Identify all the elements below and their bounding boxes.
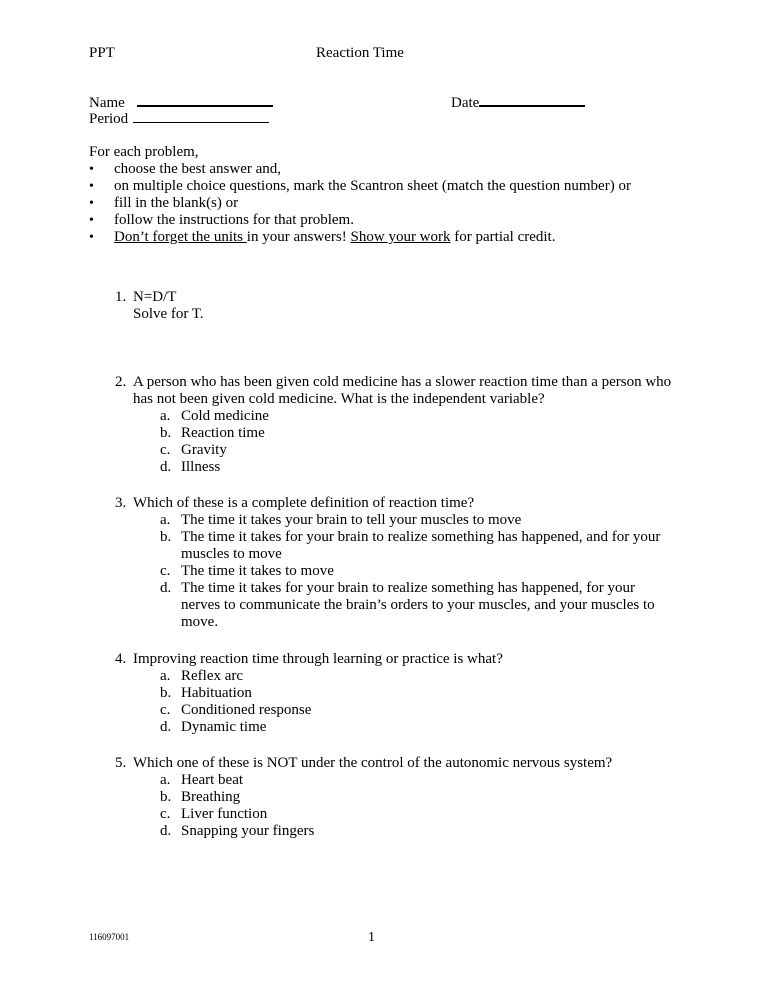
- bullet-icon: [89, 229, 94, 246]
- option-text[interactable]: The time it takes your brain to tell your muscles to move: [181, 512, 522, 528]
- option-letter: a.: [160, 512, 171, 528]
- question-number: 2.: [115, 374, 127, 390]
- option-letter: d.: [160, 459, 172, 475]
- option-text[interactable]: Gravity: [181, 442, 227, 458]
- option-text[interactable]: Heart beat: [181, 772, 244, 788]
- question-text: Which one of these is NOT under the control of the autonomic nervous system?: [133, 755, 613, 771]
- option-text-continued[interactable]: nerves to communicate the brain’s orders to your muscles, and your muscles to: [181, 597, 655, 613]
- date-field[interactable]: [451, 91, 585, 112]
- bullet-icon: [89, 195, 94, 212]
- document-code: 116097001: [89, 932, 130, 942]
- option-text[interactable]: Dynamic time: [181, 719, 267, 735]
- option-text[interactable]: Reflex arc: [181, 668, 244, 684]
- option-text[interactable]: Conditioned response: [181, 702, 312, 718]
- option-text[interactable]: Cold medicine: [181, 408, 269, 424]
- worksheet-page: PPT Reaction Time Name Date Period For each problem, • choose the best answer and, • on multiple choice questions, mark the Scantron sheet (match the question number) or • fill in the blank(s) or • follow the instructions for that problem. • Don’t forget the units in your answers! Show your work for partial credit. 1. N=D/T Solve for T. 2. A person who has been given cold medicine has a slower reaction time than a person who has not been given cold medicine. What is the independent variable? a. Cold medicine b. Reaction time c. Gravity d. Illness 3. Which of these is a complete definition of reaction time? a. The time it takes your brain to tell your muscles to move b. The time it takes for your brain to realize something has happened, and for your muscles to move c. The time it takes to move d. The time it takes for your brain to realize something has happened, for your nerves to communicate the brain’s orders to your muscles, and your muscles to move. 4. Improving reaction time through learning or practice is what? a. Reflex arc b. Habituation c. Conditioned response d. Dynamic time 5. Which one of these is NOT under the control of the autonomic nervous system? a. Heart beat b. Breathing c. Liver function d. Snapping your fingers 116097001 1: [0, 0, 768, 994]
- option-letter: b.: [160, 425, 172, 441]
- option-text[interactable]: Illness: [181, 459, 221, 475]
- option-letter: d.: [160, 823, 172, 839]
- option-letter: c.: [160, 563, 171, 579]
- question-text: has not been given cold medicine. What is the independent variable?: [133, 391, 545, 407]
- option-letter: a.: [160, 408, 171, 424]
- option-letter: b.: [160, 789, 172, 805]
- option-letter: b.: [160, 685, 172, 701]
- name-blank[interactable]: [137, 91, 273, 107]
- question-text: Solve for T.: [133, 306, 204, 322]
- bullet-icon: [89, 161, 94, 178]
- period-blank[interactable]: [133, 108, 269, 123]
- period-label: Period: [89, 111, 129, 127]
- name-label: Name: [89, 95, 125, 111]
- option-letter: c.: [160, 702, 171, 718]
- page-title: Reaction Time: [316, 45, 404, 61]
- question-text: A person who has been given cold medicine has a slower reaction time than a person who: [133, 374, 672, 390]
- period-field[interactable]: [89, 108, 269, 128]
- bullet-icon: [89, 212, 94, 229]
- question-text: Improving reaction time through learning or practice is what?: [133, 651, 503, 667]
- option-text[interactable]: The time it takes to move: [181, 563, 334, 579]
- option-letter: d.: [160, 580, 172, 596]
- bullet-icon: [89, 178, 94, 195]
- units-reminder: Don’t forget the units: [114, 229, 247, 245]
- option-letter: d.: [160, 719, 172, 735]
- page-number: 1: [368, 930, 375, 945]
- option-text[interactable]: The time it takes for your brain to realize something has happened, for your: [181, 580, 636, 596]
- option-letter: a.: [160, 668, 171, 684]
- option-letter: c.: [160, 442, 171, 458]
- date-blank[interactable]: [479, 91, 585, 107]
- option-letter: a.: [160, 772, 171, 788]
- question-number: 4.: [115, 651, 127, 667]
- option-text[interactable]: Liver function: [181, 806, 268, 822]
- option-text[interactable]: Breathing: [181, 789, 241, 805]
- option-text[interactable]: Reaction time: [181, 425, 265, 441]
- option-letter: c.: [160, 806, 171, 822]
- question-number: 1.: [115, 289, 127, 305]
- date-label: Date: [451, 95, 480, 111]
- option-text[interactable]: Snapping your fingers: [181, 823, 315, 839]
- option-text[interactable]: Habituation: [181, 685, 252, 701]
- question-text: Which of these is a complete definition of reaction time?: [133, 495, 475, 511]
- option-letter: b.: [160, 529, 172, 545]
- course-label: PPT: [89, 45, 115, 61]
- question-number: 3.: [115, 495, 127, 511]
- option-text-continued[interactable]: muscles to move: [181, 546, 282, 562]
- question-text: N=D/T: [133, 289, 177, 305]
- show-work-reminder: Show your work: [350, 229, 451, 245]
- option-text-continued[interactable]: move.: [181, 614, 219, 630]
- question-number: 5.: [115, 755, 127, 771]
- instructions-intro: For each problem,: [89, 144, 199, 160]
- option-text[interactable]: The time it takes for your brain to realize something has happened, and for your: [181, 529, 661, 545]
